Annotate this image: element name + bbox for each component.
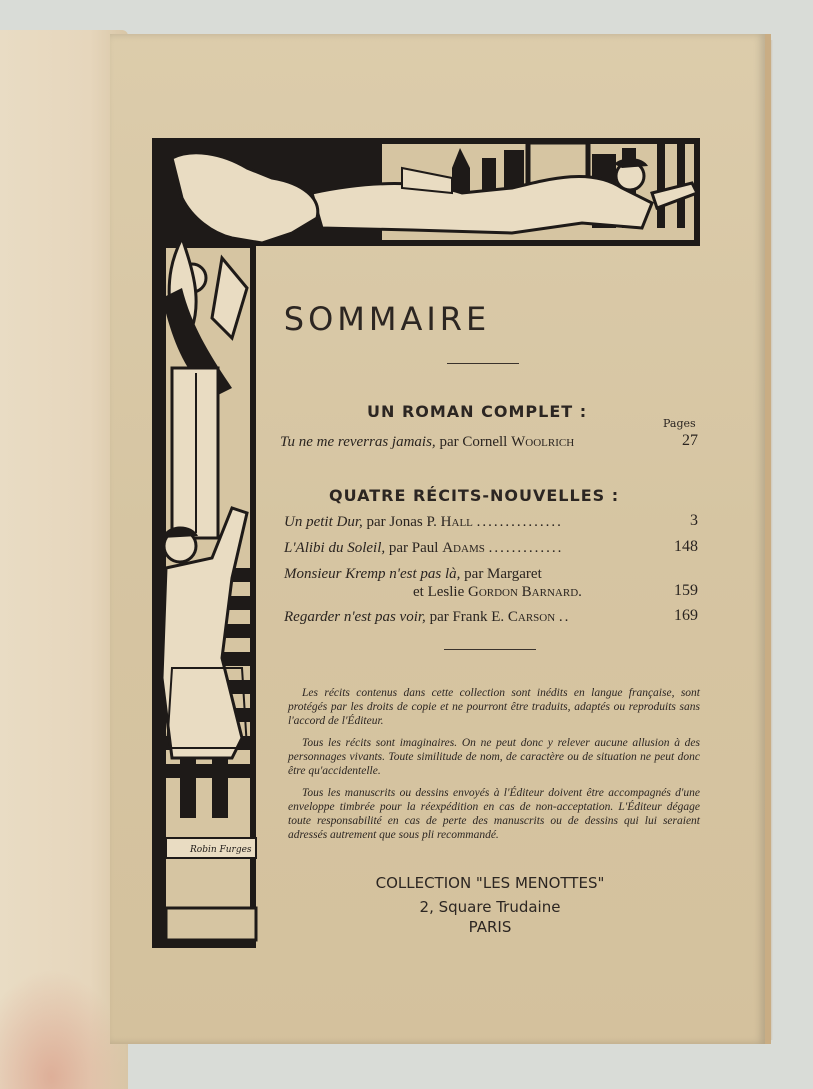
collection-name: COLLECTION "LES MENOTTES" [375, 874, 605, 892]
collection-address: 2, Square Trudaine [419, 898, 561, 916]
recits-heading: QUATRE RÉCITS-NOUVELLES : [329, 486, 620, 505]
toc-title: L'Alibi du Soleil, [284, 540, 386, 556]
toc-dots: ............... [476, 514, 563, 530]
toc-author: Gordon Barnard [467, 584, 579, 600]
toc-page: 3 [690, 512, 698, 529]
toc-entry-3-line2 [413, 584, 584, 601]
toc-title: Tu ne me reverras jamais, [280, 434, 436, 450]
toc-dots: .. [558, 609, 571, 625]
notice-rights: Les récits contenus dans cette collection sont inédits en langue française, sont protégés par les droits de copie et ne pourront être traduits, adaptés ou reproduits sans l'accord de l'Éditeur. [288, 687, 700, 727]
page-stain [0, 969, 128, 1089]
toc-author: Woolrich [511, 434, 575, 450]
toc-dots: . [578, 584, 584, 600]
toc-by: par Cornell [439, 434, 508, 450]
title-rule [447, 363, 519, 364]
toc-page: 169 [674, 607, 698, 624]
artist-signature: Robin Furges [190, 845, 252, 855]
toc-content [110, 34, 765, 1044]
toc-entry-4 [284, 609, 570, 626]
left-page [0, 30, 128, 1089]
notice-manuscripts: Tous les manuscrits ou dessins envoyés à l'Éditeur doivent être accompagnés d'une enveloppe timbrée pour la réexpédition en cas de non-acceptation. L'Éditeur dégage toute responsabilité en cas de perte des manuscrits ou de dessins qui lui seraient adressés autrement que sous pli recommandé. [288, 787, 700, 841]
toc-dots: ............. [488, 540, 564, 556]
toc-title: Regarder n'est pas voir, [284, 609, 426, 625]
roman-heading: UN ROMAN COMPLET : [367, 402, 588, 421]
toc-entry-1 [284, 514, 563, 531]
toc-title: Monsieur Kremp n'est pas là, [284, 566, 461, 582]
toc-page: 148 [674, 538, 698, 555]
collection-city: PARIS [468, 918, 512, 936]
toc-rule [444, 649, 536, 650]
book-page [110, 34, 771, 1044]
page-title: SOMMAIRE [283, 300, 491, 338]
toc-page: 27 [682, 432, 698, 449]
toc-by: par Margaret [464, 566, 542, 582]
toc-title: Un petit Dur, [284, 514, 363, 530]
toc-roman-entry [280, 434, 574, 451]
toc-by: et Leslie [413, 584, 465, 600]
toc-author: Adams [442, 540, 485, 556]
toc-by: par Jonas P. [366, 514, 437, 530]
toc-author: Hall [440, 514, 473, 530]
notice-fiction: Tous les récits sont imaginaires. On ne peut donc y relever aucune allusion à des personnages vivants. Toute similitude de nom, de caractère ou de situation ne peut donc être qu'accidentelle. [288, 737, 700, 777]
toc-entry-2 [284, 540, 563, 557]
toc-entry-3 [284, 566, 542, 583]
toc-by: par Frank E. [429, 609, 505, 625]
toc-page: 159 [674, 582, 698, 599]
toc-author: Carson [507, 609, 556, 625]
toc-by: par Paul [388, 540, 439, 556]
pages-label: Pages [663, 417, 696, 430]
